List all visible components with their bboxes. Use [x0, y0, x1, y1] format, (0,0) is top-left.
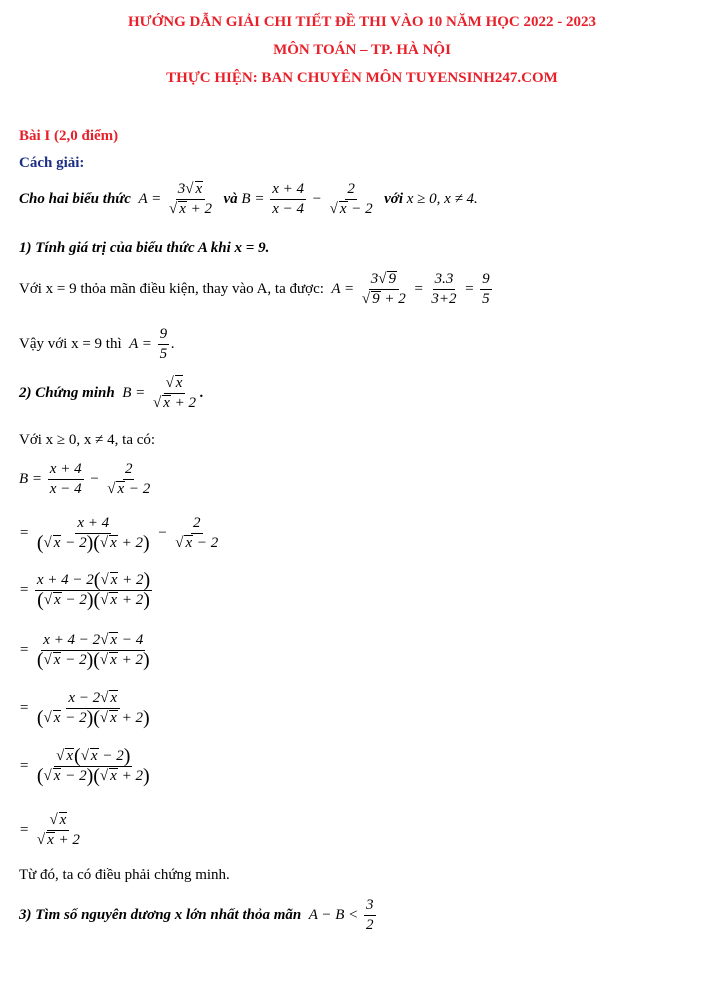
problem-and: và	[223, 191, 238, 208]
problem-statement	[19, 181, 478, 219]
part1-conclusion: Vậy với x = 9 thì A = $\frac{9}{5}$ .	[19, 326, 175, 363]
part1-heading: 1) Tính giá trị của biểu thức A khi x = 9.	[19, 240, 270, 256]
part3-heading: 3) Tìm số nguyên dương x lớn nhất thỏa mãn	[19, 907, 302, 924]
step-3: = $\frac{x + 4 - 2(√ x + 2)}{(√ x - 2)(√ x + 2)}$	[19, 569, 151, 612]
step-2: = $\frac{x + 4}{(√ x - 2)(√ x + 2)}$ − $\frac{2}{√ x - 2}$	[19, 515, 219, 555]
step-5: = $\frac{x - 2√ x}{(√ x - 2)(√ x + 2)}$	[19, 690, 150, 730]
part2-conclusion: Từ đó, ta có điều phải chứng minh.	[19, 867, 230, 883]
calc-den: 3+2	[431, 291, 457, 308]
formula-A: A = $\frac{3√ x}{√ x + 2}$	[134, 181, 212, 218]
header-line-2: MÔN TOÁN – TP. HÀ NỘI	[273, 42, 451, 58]
part1-calc: Với x = 9 thỏa mãn điều kiện, thay vào A, ta được: A = $\frac{3√ 9}{√ 9 + 2}$ = $\frac{3.3}{3+2}$ = $\frac{9}{5}$	[19, 271, 490, 308]
step-6: = $\frac{√ x(√ x - 2)}{(√ x - 2)(√ x + 2)}$	[19, 745, 150, 788]
method-label: Cách giải:	[19, 155, 85, 171]
part2-heading-row: 2) Chứng minh B = $\frac{√ x}{√ x + 2}$ .	[19, 375, 204, 412]
formula-B: B = $\frac{x + 4}{x - 4}$ − $\frac{2}{√ x - 2}$	[241, 181, 373, 218]
part3-heading-row: 3) Tìm số nguyên dương x lớn nhất thỏa mãn A − B < $\frac{3}{2}$	[19, 897, 374, 934]
step-1: B = $\frac{x + 4}{x - 4}$ − $\frac{2}{√ x - 2}$	[19, 461, 151, 498]
section-title: Bài I (2,0 điểm)	[19, 128, 119, 144]
problem-condition: x ≥ 0, x ≠ 4.	[406, 191, 478, 208]
part3-ineq: A − B <	[308, 907, 359, 924]
result-num: 9	[480, 271, 492, 290]
part2-heading: 2) Chứng minh	[19, 385, 115, 402]
step-4: = $\frac{x + 4 - 2√ x - 4}{(√ x - 2)(√ x + 2)}$	[19, 632, 150, 672]
step-7: = $\frac{√ x}{√ x + 2}$	[19, 812, 80, 849]
problem-intro: Cho hai biểu thức	[19, 191, 131, 208]
problem-cond-prefix: với	[384, 191, 404, 208]
result-den: 5	[482, 291, 490, 308]
part1-line: Với x = 9 thỏa mãn điều kiện, thay vào A, ta được:	[19, 281, 324, 298]
calc-num: 3.3	[433, 271, 456, 290]
header-line-1: HƯỚNG DẪN GIẢI CHI TIẾT ĐỀ THI VÀO 10 NĂM HỌC 2022 - 2023	[128, 14, 596, 30]
header-line-3: THỰC HIỆN: BAN CHUYÊN MÔN TUYENSINH247.COM	[166, 70, 558, 86]
part2-cond-line: Với x ≥ 0, x ≠ 4, ta có:	[19, 432, 156, 448]
